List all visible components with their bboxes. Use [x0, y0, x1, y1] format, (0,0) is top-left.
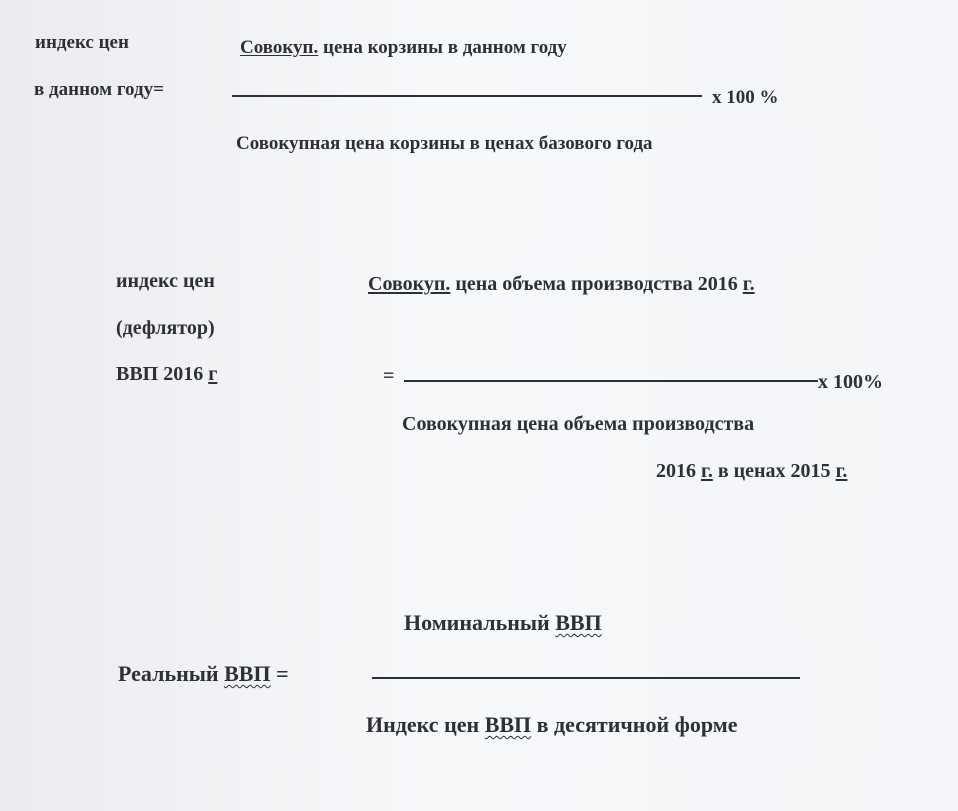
formula2-numerator-rest: цена объема производства 2016 [450, 273, 743, 295]
formula3-denominator-rest: в десятичной форме [531, 712, 738, 737]
formula2-denominator-line1: Совокупная цена объема производства [402, 413, 755, 435]
formula2-label-line3 [116, 364, 217, 384]
formula2-denominator-mark2: г. [835, 460, 848, 482]
formula2-fraction-bar [404, 380, 818, 382]
formula2-numerator-abbrev: Совокуп. [368, 273, 451, 295]
formula3-denominator-abbrev: ВВП [484, 712, 532, 737]
formula3-fraction-bar [372, 677, 800, 679]
formula2-equals: = [383, 365, 395, 387]
formula3-label-prefix: Реальный [118, 661, 225, 686]
formula3-numerator [404, 612, 602, 634]
formula2-denominator-base: в ценах 2015 [712, 460, 836, 482]
formula3-denominator-prefix: Индекс цен [366, 712, 485, 737]
formula2-label-year-mark: г [208, 363, 218, 385]
formula1-label-line1: индекс цен [35, 32, 129, 53]
formula3-numerator-prefix: Номинальный [404, 610, 556, 635]
formula2-numerator [368, 274, 755, 294]
formula2-denominator-year: 2016 [656, 460, 701, 482]
formula3-label-abbrev: ВВП [224, 661, 271, 686]
formula2-label-line2: (дефлятор) [116, 317, 215, 339]
formula1-equals: = [153, 79, 164, 100]
formula2-denominator-mark1: г. [701, 460, 713, 482]
formula1-label-line2 [34, 80, 164, 99]
formula1-fraction-bar [232, 95, 702, 97]
formula3-numerator-abbrev: ВВП [555, 610, 602, 635]
formula2-numerator-year-mark: г. [742, 273, 755, 295]
formula1-denominator: Совокупная цена корзины в ценах базового года [236, 133, 653, 154]
formula3-denominator [366, 714, 738, 736]
formula1-numerator-rest: цена корзины в данном году [318, 37, 567, 58]
formula3-label [118, 663, 289, 685]
formula1-label-line2-text: в данном году [34, 79, 154, 100]
formula3-equals: = [270, 661, 289, 686]
formula2-label-line1: индекс цен [116, 270, 215, 292]
formula1-numerator-abbrev: Совокуп. [240, 37, 319, 58]
formula1-numerator [240, 38, 567, 57]
formula2-multiplier: х 100% [818, 371, 883, 393]
formula1-multiplier: х 100 % [712, 87, 779, 108]
formula2-label-prefix: ВВП 2016 [116, 363, 209, 385]
formula2-denominator-line2 [656, 461, 847, 481]
